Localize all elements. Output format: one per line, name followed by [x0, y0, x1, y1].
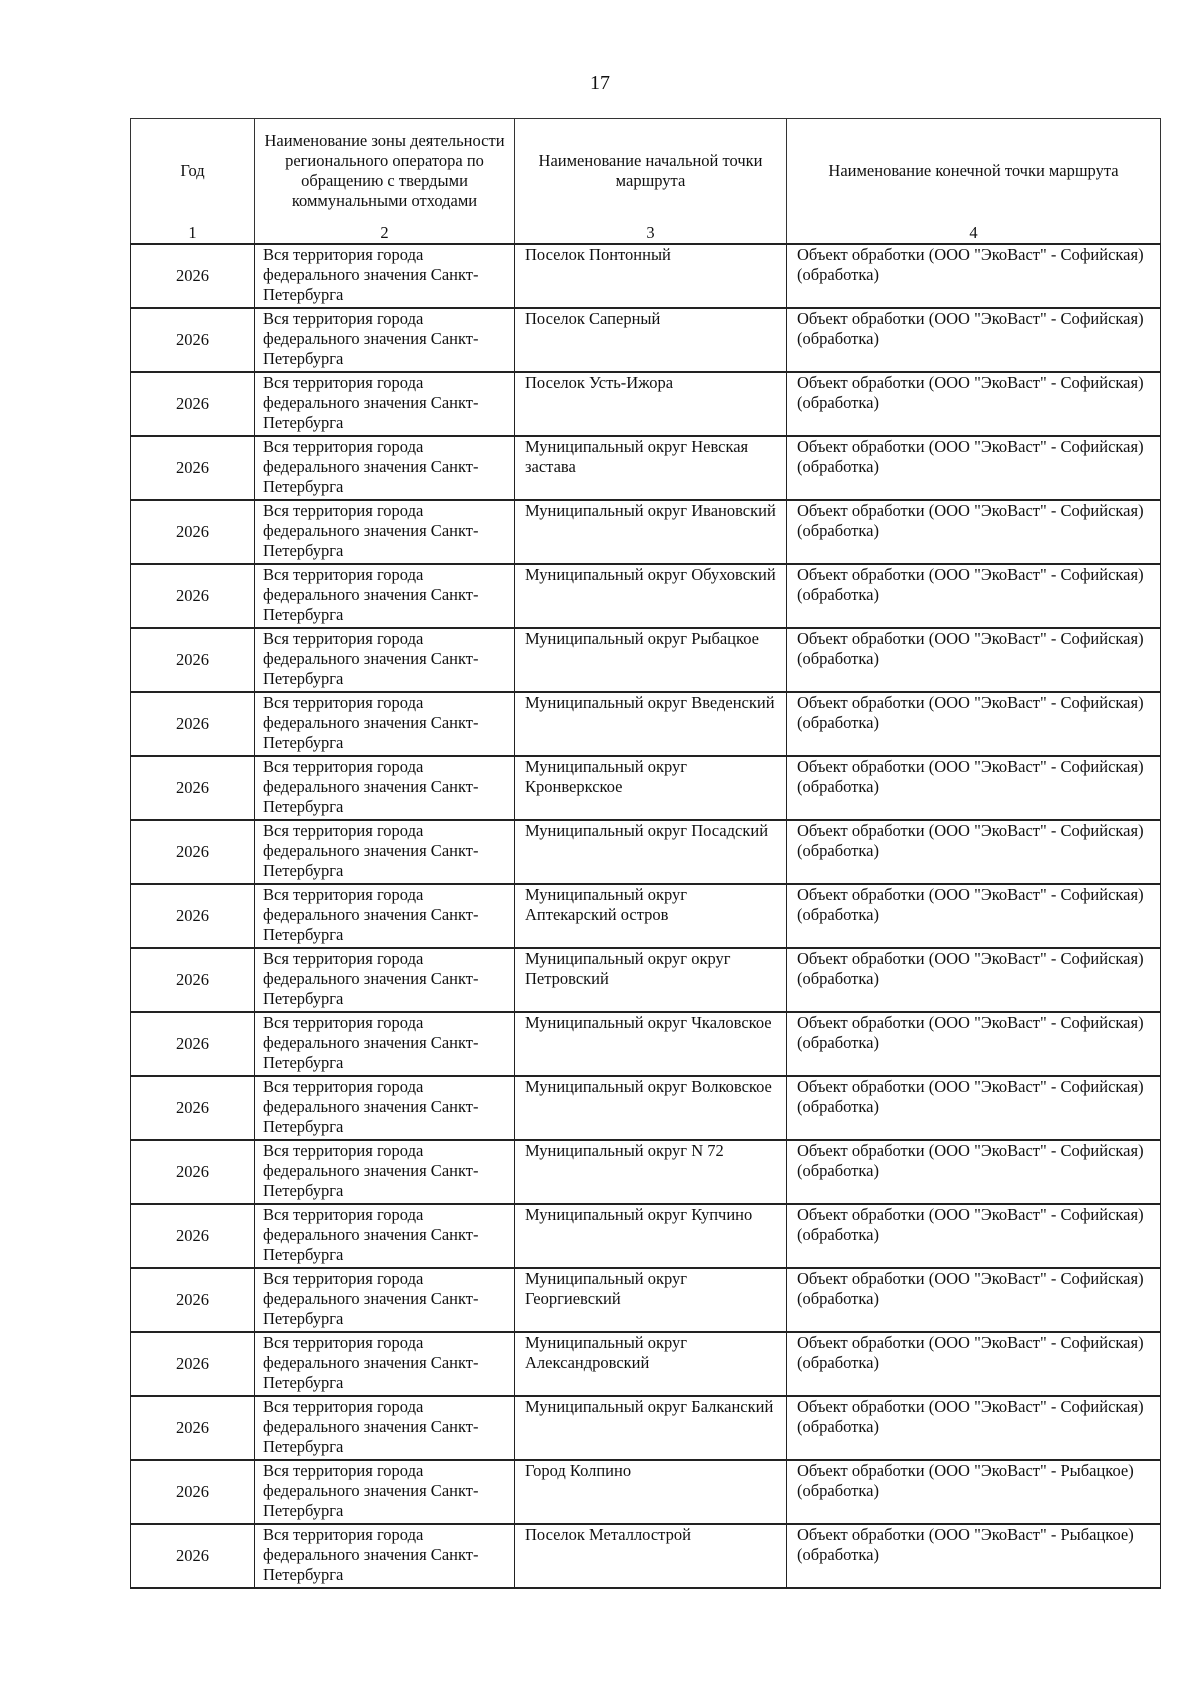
table-row — [131, 948, 1161, 1012]
start-point-cell: Муниципальный округ Посадский — [515, 820, 787, 884]
table-row — [131, 820, 1161, 884]
zone-cell: Вся территория города федерального значения Санкт-Петербурга — [255, 1524, 515, 1588]
end-point-cell: Объект обработки (ООО "ЭкоВаст" - Софийская) (обработка) — [787, 628, 1161, 692]
start-point-cell: Поселок Металлострой — [515, 1524, 787, 1588]
page-number: 17 — [590, 72, 610, 94]
start-point-cell: Муниципальный округ Невская застава — [515, 436, 787, 500]
column-number: 3 — [515, 223, 787, 244]
end-point-cell: Объект обработки (ООО "ЭкоВаст" - Софийская) (обработка) — [787, 756, 1161, 820]
start-point-cell: Поселок Саперный — [515, 308, 787, 372]
table-row — [131, 692, 1161, 756]
start-point-cell: Муниципальный округ округ Петровский — [515, 948, 787, 1012]
zone-cell: Вся территория города федерального значения Санкт-Петербурга — [255, 756, 515, 820]
year-cell: 2026 — [131, 308, 255, 372]
zone-cell: Вся территория города федерального значения Санкт-Петербурга — [255, 500, 515, 564]
table-row — [131, 1332, 1161, 1396]
zone-cell: Вся территория города федерального значения Санкт-Петербурга — [255, 1140, 515, 1204]
zone-cell: Вся территория города федерального значения Санкт-Петербурга — [255, 628, 515, 692]
table-row — [131, 308, 1161, 372]
header-start-point: Наименование начальной точки маршрута — [515, 119, 787, 224]
end-point-cell: Объект обработки (ООО "ЭкоВаст" - Софийская) (обработка) — [787, 1140, 1161, 1204]
end-point-cell: Объект обработки (ООО "ЭкоВаст" - Софийская) (обработка) — [787, 308, 1161, 372]
header-zone: Наименование зоны деятельности регионального оператора по обращению с твердыми коммунальными отходами — [255, 119, 515, 224]
start-point-cell: Муниципальный округ Обуховский — [515, 564, 787, 628]
table-row — [131, 500, 1161, 564]
end-point-cell: Объект обработки (ООО "ЭкоВаст" - Софийская) (обработка) — [787, 1268, 1161, 1332]
table-row — [131, 372, 1161, 436]
start-point-cell: Поселок Понтонный — [515, 244, 787, 308]
year-cell: 2026 — [131, 1012, 255, 1076]
end-point-cell: Объект обработки (ООО "ЭкоВаст" - Софийская) (обработка) — [787, 948, 1161, 1012]
zone-cell: Вся территория города федерального значения Санкт-Петербурга — [255, 820, 515, 884]
year-cell: 2026 — [131, 372, 255, 436]
column-number: 1 — [131, 223, 255, 244]
column-number: 4 — [787, 223, 1161, 244]
start-point-cell: Муниципальный округ Купчино — [515, 1204, 787, 1268]
routes-table — [130, 118, 1161, 1589]
zone-cell: Вся территория города федерального значения Санкт-Петербурга — [255, 1076, 515, 1140]
year-cell: 2026 — [131, 1140, 255, 1204]
year-cell: 2026 — [131, 1460, 255, 1524]
end-point-cell: Объект обработки (ООО "ЭкоВаст" - Софийская) (обработка) — [787, 436, 1161, 500]
year-cell: 2026 — [131, 436, 255, 500]
zone-cell: Вся территория города федерального значения Санкт-Петербурга — [255, 884, 515, 948]
zone-cell: Вся территория города федерального значения Санкт-Петербурга — [255, 372, 515, 436]
year-cell: 2026 — [131, 820, 255, 884]
start-point-cell: Муниципальный округ Волковское — [515, 1076, 787, 1140]
zone-cell: Вся территория города федерального значения Санкт-Петербурга — [255, 436, 515, 500]
table-row — [131, 1204, 1161, 1268]
end-point-cell: Объект обработки (ООО "ЭкоВаст" - Софийская) (обработка) — [787, 820, 1161, 884]
start-point-cell: Муниципальный округ Введенский — [515, 692, 787, 756]
year-cell: 2026 — [131, 1268, 255, 1332]
zone-cell: Вся территория города федерального значения Санкт-Петербурга — [255, 1460, 515, 1524]
end-point-cell: Объект обработки (ООО "ЭкоВаст" - Софийская) (обработка) — [787, 564, 1161, 628]
end-point-cell: Объект обработки (ООО "ЭкоВаст" - Софийская) (обработка) — [787, 1332, 1161, 1396]
column-number: 2 — [255, 223, 515, 244]
year-cell: 2026 — [131, 1076, 255, 1140]
table-row — [131, 756, 1161, 820]
year-cell: 2026 — [131, 948, 255, 1012]
zone-cell: Вся территория города федерального значения Санкт-Петербурга — [255, 1396, 515, 1460]
zone-cell: Вся территория города федерального значения Санкт-Петербурга — [255, 244, 515, 308]
table-row — [131, 1268, 1161, 1332]
start-point-cell: Поселок Усть-Ижора — [515, 372, 787, 436]
year-cell: 2026 — [131, 1396, 255, 1460]
start-point-cell: Муниципальный округ Кронверкское — [515, 756, 787, 820]
table-body — [131, 244, 1161, 1588]
start-point-cell: Муниципальный округ Георгиевский — [515, 1268, 787, 1332]
header-end-point: Наименование конечной точки маршрута — [787, 119, 1161, 224]
zone-cell: Вся территория города федерального значения Санкт-Петербурга — [255, 1012, 515, 1076]
year-cell: 2026 — [131, 1332, 255, 1396]
table-row — [131, 884, 1161, 948]
zone-cell: Вся территория города федерального значения Санкт-Петербурга — [255, 1268, 515, 1332]
year-cell: 2026 — [131, 564, 255, 628]
table-row — [131, 244, 1161, 308]
year-cell: 2026 — [131, 628, 255, 692]
end-point-cell: Объект обработки (ООО "ЭкоВаст" - Софийская) (обработка) — [787, 244, 1161, 308]
year-cell: 2026 — [131, 500, 255, 564]
end-point-cell: Объект обработки (ООО "ЭкоВаст" - Софийская) (обработка) — [787, 1396, 1161, 1460]
zone-cell: Вся территория города федерального значения Санкт-Петербурга — [255, 948, 515, 1012]
end-point-cell: Объект обработки (ООО "ЭкоВаст" - Софийская) (обработка) — [787, 1012, 1161, 1076]
start-point-cell: Муниципальный округ N 72 — [515, 1140, 787, 1204]
zone-cell: Вся территория города федерального значения Санкт-Петербурга — [255, 564, 515, 628]
start-point-cell: Муниципальный округ Александровский — [515, 1332, 787, 1396]
zone-cell: Вся территория города федерального значения Санкт-Петербурга — [255, 1332, 515, 1396]
year-cell: 2026 — [131, 1524, 255, 1588]
year-cell: 2026 — [131, 756, 255, 820]
end-point-cell: Объект обработки (ООО "ЭкоВаст" - Софийская) (обработка) — [787, 884, 1161, 948]
table-row — [131, 1524, 1161, 1588]
end-point-cell: Объект обработки (ООО "ЭкоВаст" - Софийская) (обработка) — [787, 500, 1161, 564]
table-row — [131, 1076, 1161, 1140]
zone-cell: Вся территория города федерального значения Санкт-Петербурга — [255, 1204, 515, 1268]
year-cell: 2026 — [131, 884, 255, 948]
end-point-cell: Объект обработки (ООО "ЭкоВаст" - Софийская) (обработка) — [787, 692, 1161, 756]
table-row — [131, 1396, 1161, 1460]
table-row — [131, 1460, 1161, 1524]
start-point-cell: Муниципальный округ Рыбацкое — [515, 628, 787, 692]
start-point-cell: Муниципальный округ Чкаловское — [515, 1012, 787, 1076]
header-row — [131, 119, 1161, 224]
header-year: Год — [131, 119, 255, 224]
year-cell: 2026 — [131, 692, 255, 756]
table-row — [131, 436, 1161, 500]
start-point-cell: Город Колпино — [515, 1460, 787, 1524]
year-cell: 2026 — [131, 1204, 255, 1268]
start-point-cell: Муниципальный округ Ивановский — [515, 500, 787, 564]
table-row — [131, 1012, 1161, 1076]
year-cell: 2026 — [131, 244, 255, 308]
zone-cell: Вся территория города федерального значения Санкт-Петербурга — [255, 692, 515, 756]
start-point-cell: Муниципальный округ Аптекарский остров — [515, 884, 787, 948]
end-point-cell: Объект обработки (ООО "ЭкоВаст" - Софийская) (обработка) — [787, 372, 1161, 436]
table-row — [131, 1140, 1161, 1204]
table-row — [131, 628, 1161, 692]
zone-cell: Вся территория города федерального значения Санкт-Петербурга — [255, 308, 515, 372]
table-row — [131, 564, 1161, 628]
end-point-cell: Объект обработки (ООО "ЭкоВаст" - Рыбацкое) (обработка) — [787, 1524, 1161, 1588]
end-point-cell: Объект обработки (ООО "ЭкоВаст" - Софийская) (обработка) — [787, 1204, 1161, 1268]
column-number-row — [131, 223, 1161, 244]
end-point-cell: Объект обработки (ООО "ЭкоВаст" - Софийская) (обработка) — [787, 1076, 1161, 1140]
end-point-cell: Объект обработки (ООО "ЭкоВаст" - Рыбацкое) (обработка) — [787, 1460, 1161, 1524]
start-point-cell: Муниципальный округ Балканский — [515, 1396, 787, 1460]
